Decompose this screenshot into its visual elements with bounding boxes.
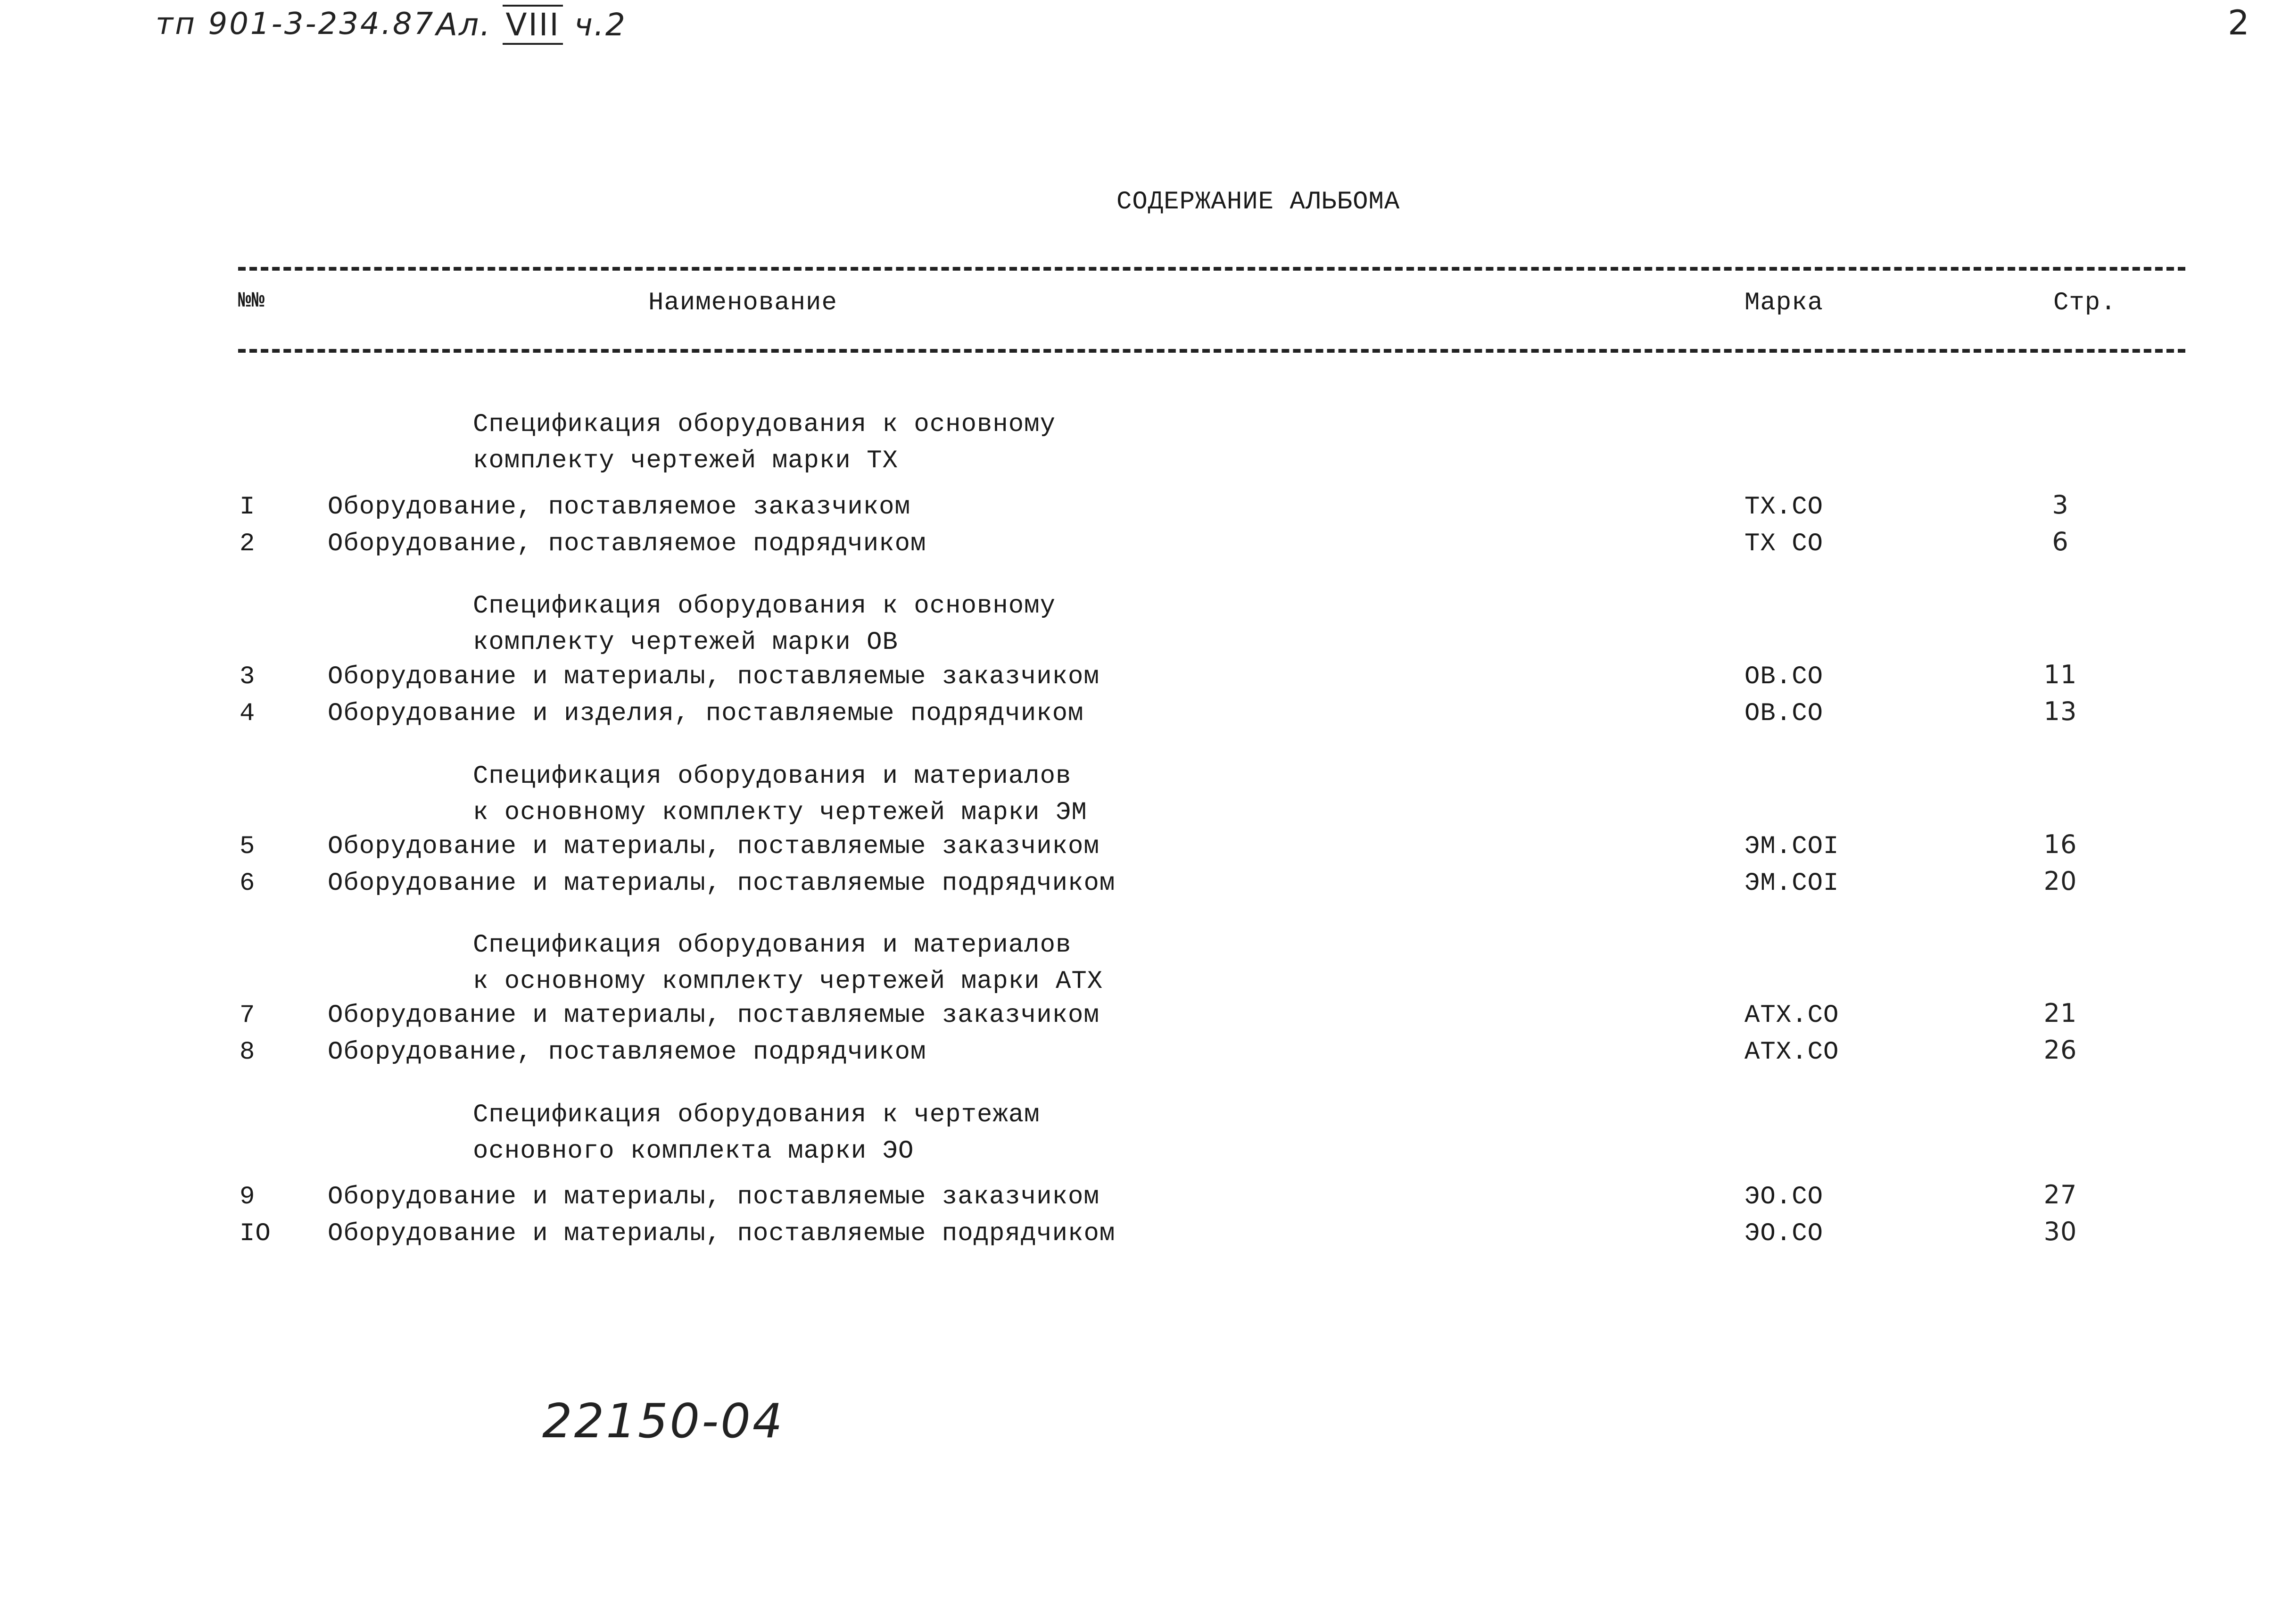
album-part: ч.2 [574, 7, 627, 43]
row-mark: ОВ.СО [1744, 699, 1824, 728]
row-page: 16 [2043, 829, 2077, 859]
row-page: 27 [2043, 1180, 2077, 1210]
row-name: Оборудование и материалы, поставляемые подрядчиком [328, 869, 1116, 898]
row-page: 3 [2052, 490, 2069, 520]
table-row [0, 1219, 2290, 1257]
column-header-page: Стр. [2053, 289, 2116, 317]
album-volume: VIII [503, 5, 563, 45]
table-row [0, 866, 2290, 907]
row-name: Оборудование, поставляемое заказчиком [328, 493, 910, 522]
row-mark: ЭМ.СОI [1744, 869, 1839, 898]
row-number: 2 [240, 530, 256, 558]
row-name: Оборудование и изделия, поставляемые подрядчиком [328, 699, 1084, 728]
table-header-top-rule [238, 267, 2185, 271]
row-mark: ТХ СО [1744, 530, 1824, 558]
section-title: Спецификация оборудования к основному комплекту чертежей марки ТХ [473, 410, 1056, 475]
table-row [0, 998, 2290, 1039]
table-row [0, 660, 2290, 700]
row-mark: ЭМ.СОI [1744, 832, 1839, 861]
column-header-number: №№ [238, 289, 265, 313]
row-mark: АТХ.СО [1744, 1038, 1839, 1067]
row-page: 6 [2052, 527, 2069, 556]
row-number: 7 [240, 1001, 256, 1030]
table-row [0, 829, 2290, 870]
row-page: 21 [2043, 998, 2077, 1028]
column-header-mark: Марка [1744, 289, 1824, 317]
row-number: 4 [240, 699, 256, 728]
row-number: IO [240, 1219, 271, 1248]
section-title: Спецификация оборудования и материалов к основному комплекту чертежей марки АТХ [473, 931, 1103, 996]
row-number: 5 [240, 832, 256, 861]
document-code: тп 901-3-234.87 [156, 7, 435, 41]
row-mark: ОВ.СО [1744, 663, 1824, 691]
column-header-name: Наименование [648, 289, 837, 317]
table-row [0, 696, 2290, 737]
row-number: I [240, 493, 256, 522]
section-title: Спецификация оборудования к чертежам основного комплекта марки ЭО [473, 1101, 1040, 1166]
row-number: 3 [240, 663, 256, 691]
table-row [0, 1180, 2290, 1220]
row-name: Оборудование и материалы, поставляемые заказчиком [328, 663, 1100, 691]
table-header-bottom-rule [238, 349, 2185, 353]
row-mark: АТХ.СО [1744, 1001, 1839, 1030]
row-page: 11 [2043, 660, 2077, 689]
page-title: СОДЕРЖАНИЕ АЛЬБОМА [1116, 188, 1400, 216]
row-name: Оборудование и материалы, поставляемые заказчиком [328, 1183, 1100, 1211]
row-name: Оборудование и материалы, поставляемые подрядчиком [328, 1219, 1116, 1248]
table-row [0, 1035, 2290, 1076]
table-row [0, 490, 2290, 530]
row-name: Оборудование, поставляемое подрядчиком [328, 530, 926, 558]
table-row [0, 527, 2290, 567]
row-page: 20 [2043, 866, 2077, 896]
inventory-stamp-number: 22150-04 [542, 1393, 785, 1449]
row-number: 6 [240, 869, 256, 898]
row-name: Оборудование и материалы, поставляемые заказчиком [328, 832, 1100, 861]
row-number: 8 [240, 1038, 256, 1067]
row-page: 30 [2043, 1217, 2077, 1246]
album-reference [436, 7, 627, 43]
section-title: Спецификация оборудования и материалов к основному комплекту чертежей марки ЭМ [473, 762, 1087, 827]
section-title: Спецификация оборудования к основному комплекту чертежей марки ОВ [473, 592, 1056, 657]
album-prefix: Ал. [436, 7, 492, 43]
row-name: Оборудование и материалы, поставляемые заказчиком [328, 1001, 1100, 1030]
row-mark: ЭО.СО [1744, 1219, 1824, 1248]
row-name: Оборудование, поставляемое подрядчиком [328, 1038, 926, 1067]
row-number: 9 [240, 1183, 256, 1211]
row-page: 13 [2043, 696, 2077, 726]
row-page: 26 [2043, 1035, 2077, 1065]
page-number: 2 [2228, 3, 2249, 42]
row-mark: ТХ.СО [1744, 493, 1824, 522]
row-mark: ЭО.СО [1744, 1183, 1824, 1211]
